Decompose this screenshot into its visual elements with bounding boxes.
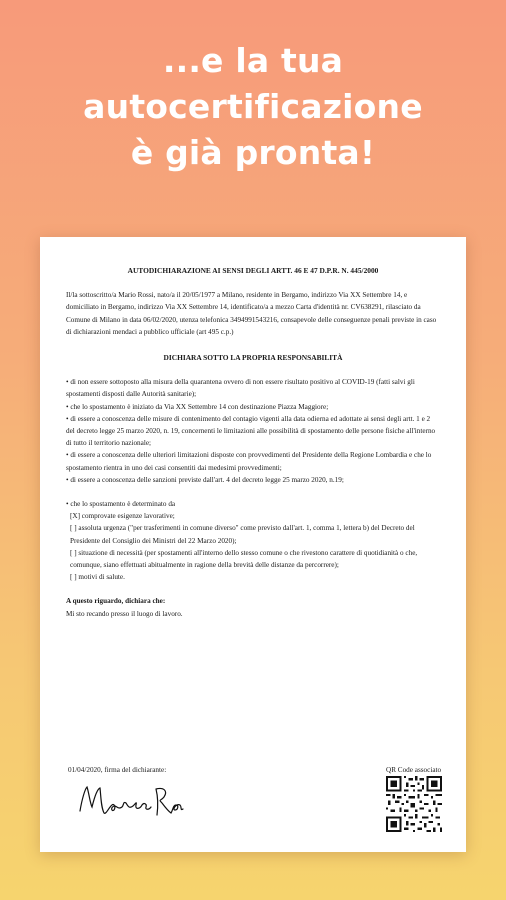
headline-line-3: è già pronta!: [130, 133, 376, 172]
signature-date-label: 01/04/2020, firma del dichiarante:: [68, 766, 167, 774]
declaration-bullet-measures: • di essere a conoscenza delle misure di contenimento del contagio vigenti alla data odierna ed adottate ai sensi degli artt. 1 e 2 del decreto legge 25 marzo 2020, n. 19, concernenti le limitazioni alle possibilità di spostamento delle persone fisiche all'interno di tutto il territorio nazionale;: [66, 414, 436, 448]
document-title: AUTODICHIARAZIONE AI SENSI DEGLI ARTT. 46 E 47 D.P.R. N. 445/2000: [127, 266, 379, 275]
headline-line-2: autocertificazione: [83, 87, 423, 126]
regard-heading: A questo riguardo, dichiara che:: [66, 597, 166, 606]
declaration-bullet-regional: • di essere a conoscenza delle ulteriori limitazioni disposte con provvedimenti del Presidente della Regione Lombardia e che lo spostamento rientra in uno dei casi consentiti dai medesimi provvedimenti;: [66, 451, 432, 472]
reason-necessity: [ ] situazione di necessità (per spostamenti all'interno dello stesso comune o che rivestono carattere di quotidianità o che, comunque, siano effettuati abitualmente in ragione della brevità delle distanze da percorrere);: [70, 548, 418, 570]
declaration-heading: DICHIARA SOTTO LA PROPRIA RESPONSABILITÀ: [163, 353, 343, 363]
regard-text: Mi sto recando presso il luogo di lavoro.: [66, 609, 183, 618]
declarant-intro: Il/la sottoscritto/a Mario Rossi, nato/a il 20/05/1977 a Milano, residente in Bergamo, indirizzo Via XX Settembre 14, e domiciliato in Bergamo, indirizzo Via XX Settembre 14, identificato/a a mezzo Carta d'identità nr. CV638291, rilasciato da Comune di Milano in data 06/02/2020, utenza telefonica 3494991543216, consapevole delle conseguenze penali previste in caso di dichiarazioni mendaci a pubblico ufficiale (art 495 c.p.): [66, 291, 437, 336]
headline: [0, 38, 506, 176]
declaration-bullet-quarantine: • di non essere sottoposto alla misura della quarantena ovvero di non essere risultato positivo al COVID-19 (fatti salvi gli spostamenti disposti dalle Autorità sanitarie);: [66, 378, 415, 399]
declaration-bullet-route: • che lo spostamento è iniziato da Via XX Settembre 14 con destinazione Piazza Maggiore;: [66, 402, 329, 411]
self-certification-document: [40, 237, 466, 852]
declaration-bullet-sanctions: • di essere a conoscenza delle sanzioni previste dall'art. 4 del decreto legge 25 marzo 2020, n.19;: [66, 475, 344, 484]
headline-line-1: ...e la tua: [162, 41, 344, 80]
reason-work: [X] comprovate esigenze lavorative;: [70, 512, 175, 521]
reason-intro: • che lo spostamento è determinato da: [66, 500, 176, 509]
document-body: [66, 265, 440, 620]
reason-urgency: [ ] assoluta urgenza ("per trasferimenti in comune diverso" come previsto dall'art. 1, comma 1, lettera b) del Decreto del Presidente del Consiglio dei Ministri del 22 Marzo 2020);: [70, 524, 415, 545]
qr-code-label: QR Code associato: [386, 766, 442, 774]
qr-code: [386, 776, 442, 832]
handwritten-signature: [76, 777, 186, 825]
reason-health: [ ] motivi di salute.: [70, 573, 125, 582]
